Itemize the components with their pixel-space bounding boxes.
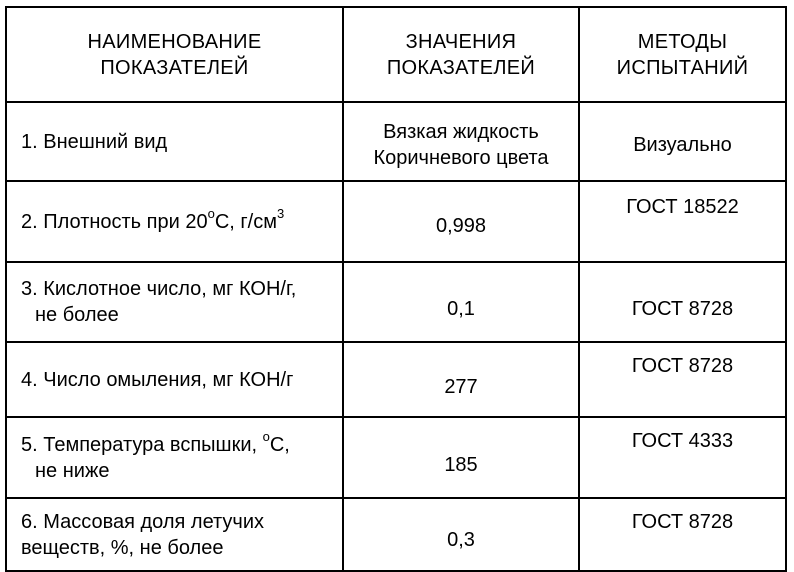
header-text: ПОКАЗАТЕЛЕЙ: [100, 56, 249, 79]
indicator-value: 0,1: [447, 298, 475, 320]
specifications-table: [5, 6, 787, 572]
indicator-value-cell: [343, 498, 579, 571]
test-method: Визуально: [633, 133, 732, 156]
indicator-value-cell: [343, 181, 579, 262]
indicator-name: не более: [35, 304, 119, 326]
indicator-value: 277: [444, 375, 478, 398]
power-sign: 3: [277, 205, 285, 221]
table-row: [6, 262, 786, 342]
test-method-cell: [579, 102, 786, 181]
indicator-value-cell: [343, 342, 579, 417]
test-method-cell: [579, 342, 786, 417]
indicator-value: Коричневого цвета: [373, 146, 549, 169]
test-method-cell: [579, 181, 786, 262]
indicator-name: 6. Массовая доля летучих: [21, 510, 265, 533]
indicator-name: веществ, %, не более: [21, 536, 224, 559]
indicator-name-cell: [6, 181, 343, 262]
header-test-method: [579, 7, 786, 102]
indicator-value: 185: [444, 453, 478, 476]
table-row: [6, 181, 786, 262]
table-row: [6, 417, 786, 498]
indicator-name-cell: [6, 498, 343, 571]
header-text: МЕТОДЫ: [637, 30, 728, 53]
test-method-cell: [579, 498, 786, 571]
indicator-name: 3. Кислотное число, мг КОН/г,: [21, 278, 297, 300]
table-row: [6, 342, 786, 417]
header-text: ЗНАЧЕНИЯ: [405, 30, 517, 53]
degree-sign: o: [262, 428, 270, 444]
indicator-name-part: 5. Температура вспышки,: [21, 433, 263, 456]
table-header-row: [6, 7, 786, 102]
table-row: [6, 498, 786, 571]
test-method: ГОСТ 18522: [626, 196, 739, 218]
test-method: ГОСТ 8728: [631, 298, 734, 320]
indicator-name: [21, 205, 342, 235]
test-method: ГОСТ 4333: [631, 430, 734, 452]
indicator-value-cell: [343, 262, 579, 342]
indicator-name-cell: [6, 342, 343, 417]
indicator-name-cell: [6, 262, 343, 342]
test-method-cell: [579, 262, 786, 342]
indicator-value: 0,998: [435, 214, 487, 237]
indicator-name-part: С,: [269, 433, 290, 456]
indicator-name: не ниже: [35, 459, 110, 482]
test-method: ГОСТ 8728: [631, 355, 734, 377]
indicator-name: 4. Число омыления, мг КОН/г: [21, 368, 294, 391]
header-text: ИСПЫТАНИЙ: [616, 56, 749, 79]
indicator-value: 0,3: [447, 528, 475, 551]
indicator-name: 1. Внешний вид: [21, 130, 168, 153]
test-method: ГОСТ 8728: [631, 511, 734, 533]
table-row: [6, 102, 786, 181]
header-indicator-name: [6, 7, 343, 102]
indicator-name-cell: [6, 102, 343, 181]
header-text: ПОКАЗАТЕЛЕЙ: [386, 56, 536, 79]
indicator-name-part: 2. Плотность при 20: [21, 210, 208, 233]
header-indicator-value: [343, 7, 579, 102]
indicator-name-cell: [6, 417, 343, 498]
header-text: НАИМЕНОВАНИЕ: [87, 30, 262, 53]
indicator-value-cell: [343, 417, 579, 498]
indicator-value: Вязкая жидкость: [383, 120, 539, 143]
indicator-name: [21, 428, 342, 458]
test-method-cell: [579, 417, 786, 498]
degree-sign: o: [207, 205, 215, 221]
indicator-value-cell: [343, 102, 579, 181]
indicator-name-part: С, г/см: [214, 210, 277, 233]
